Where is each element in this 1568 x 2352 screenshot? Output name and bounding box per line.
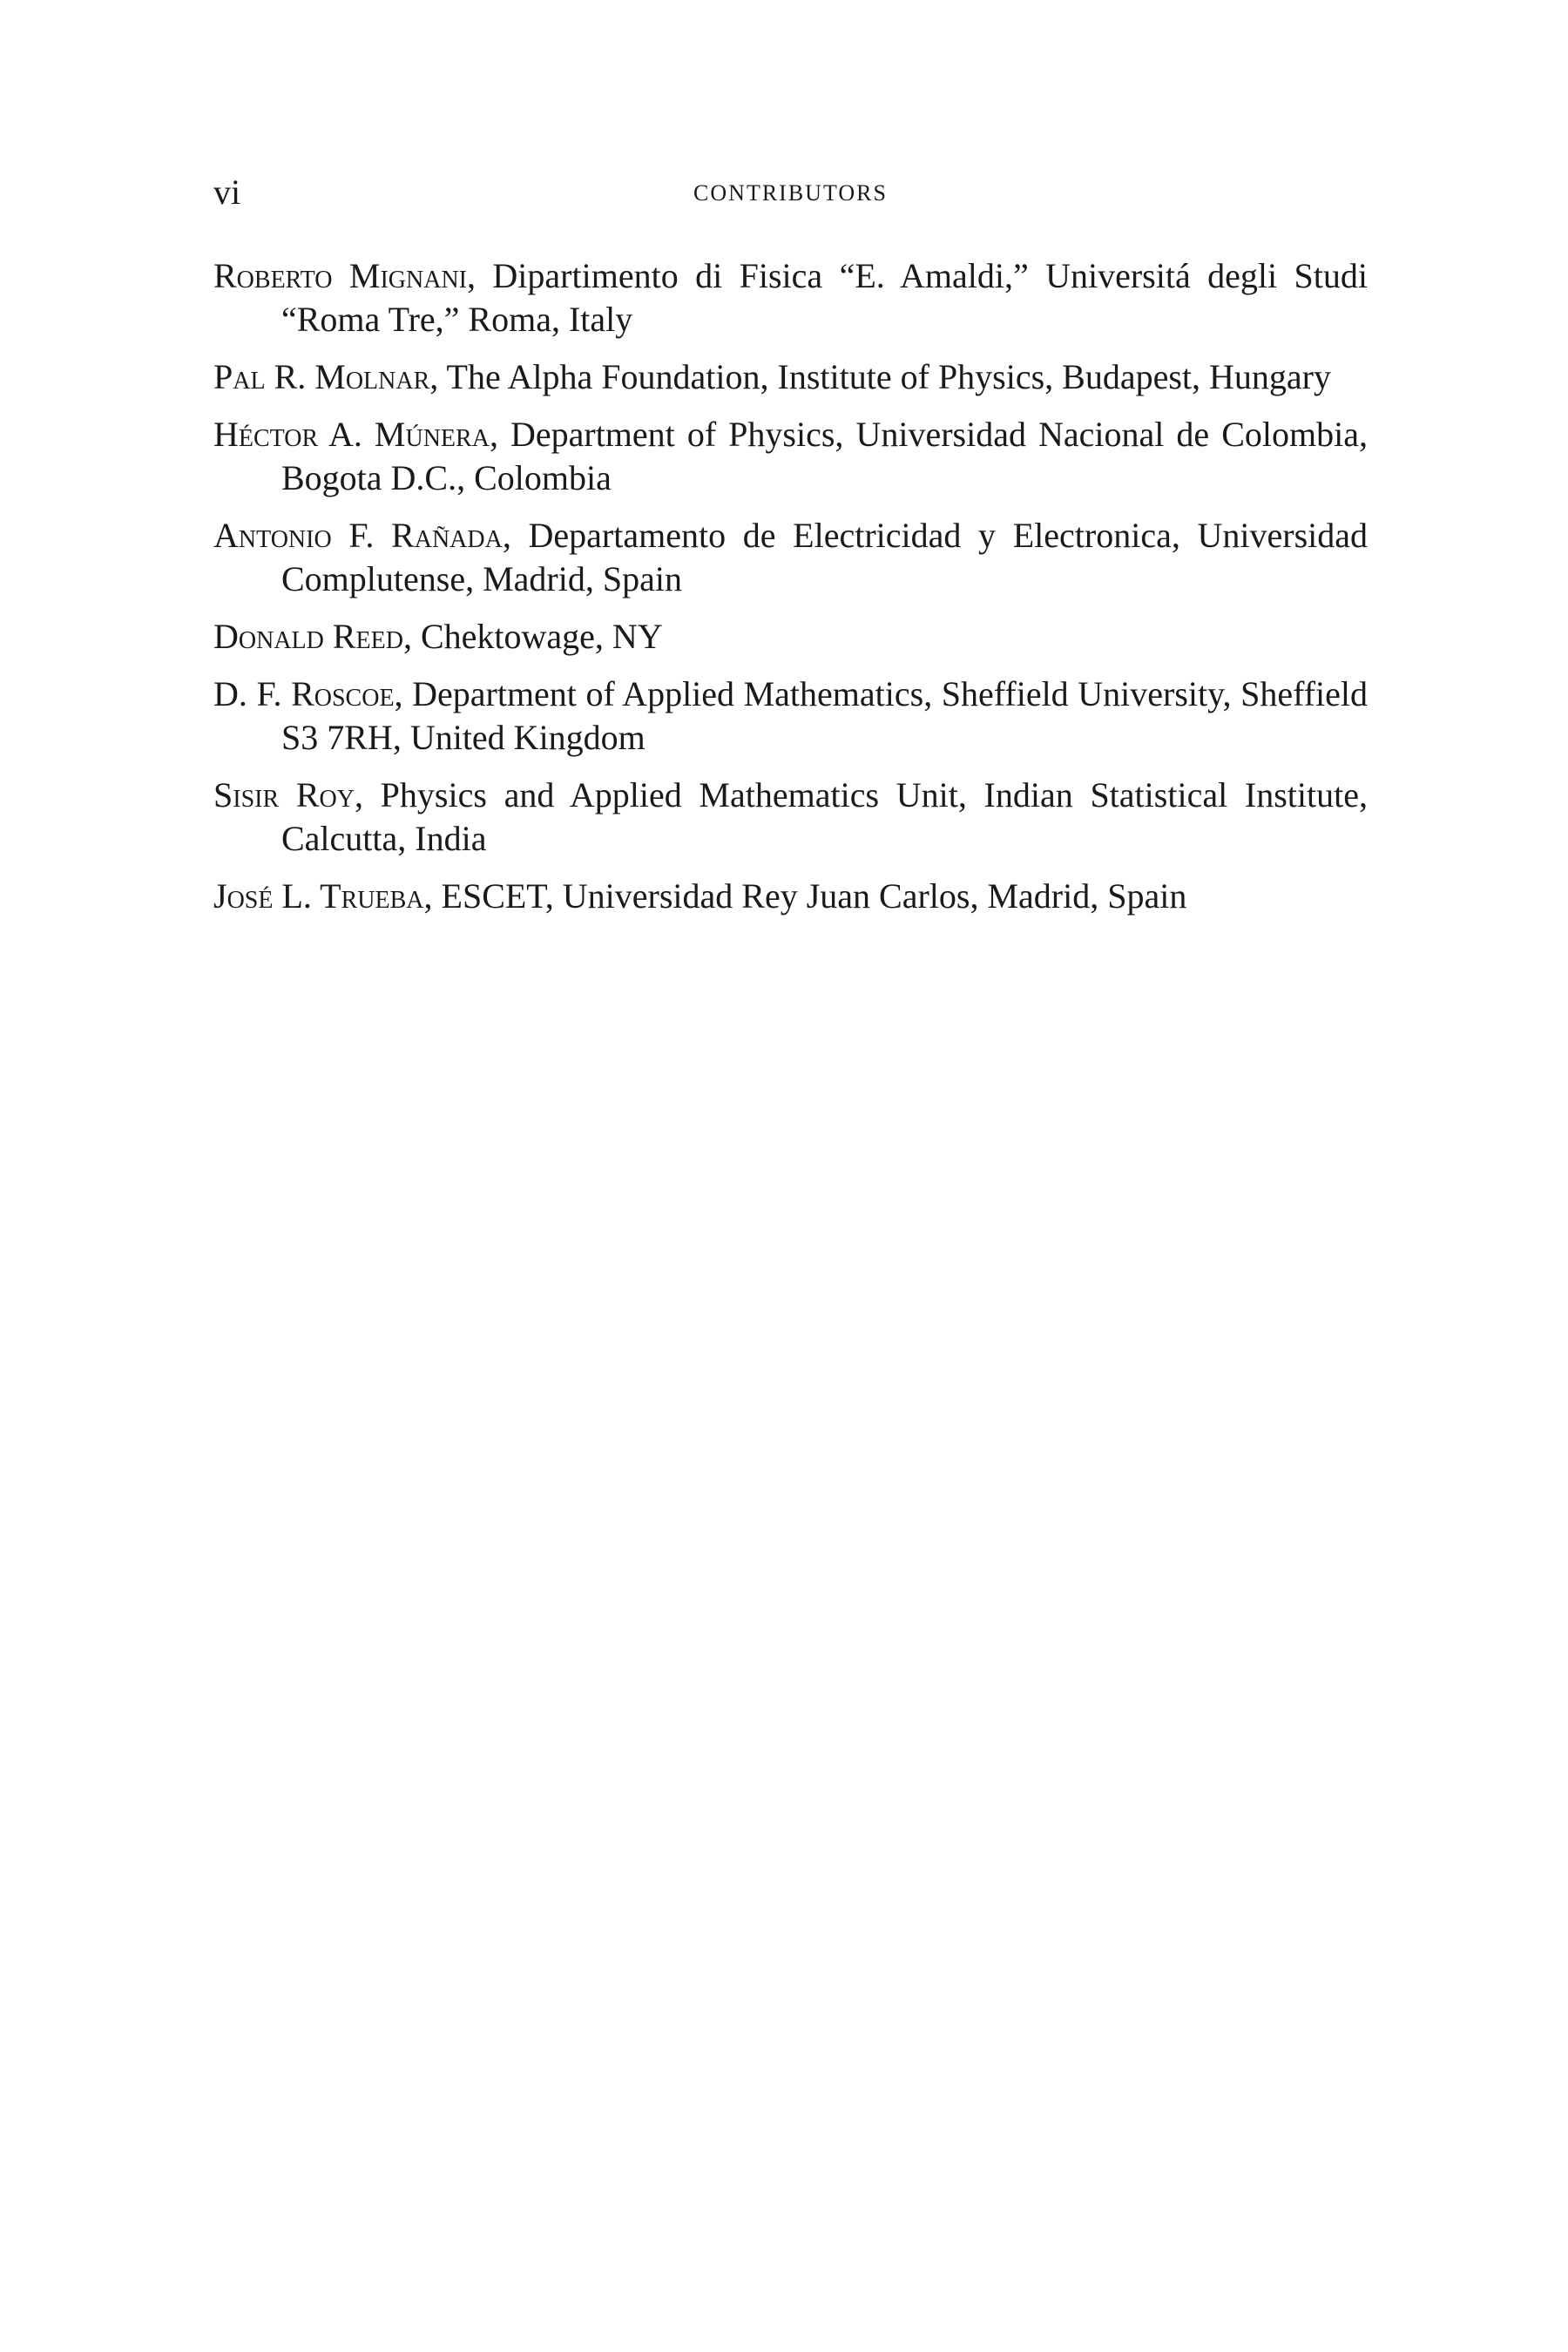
page-header: [213, 171, 1368, 214]
contributor-affiliation: , Department of Physics, Universidad Nacional de Colombia, Bogota D.C., Colombia: [281, 415, 1368, 497]
contributor-affiliation: , Dipartimento di Fisica “E. Amaldi,” Universitá degli Studi “Roma Tre,” Roma, Italy: [281, 256, 1368, 339]
contributor-entry: [213, 875, 1368, 918]
contributor-affiliation: , Chektowage, NY: [402, 617, 663, 656]
contributor-name: Donald Reed: [213, 617, 403, 656]
contributor-entry: [213, 254, 1368, 341]
contributor-name: Sisir Roy: [213, 775, 355, 814]
contributor-entry: [213, 413, 1368, 500]
contributor-entry: [213, 355, 1368, 399]
contributor-entry: [213, 615, 1368, 659]
contributor-name: José L. Trueba: [213, 876, 424, 916]
contributor-entry: [213, 774, 1368, 861]
contributor-affiliation: , Physics and Applied Mathematics Unit, Indian Statistical Institute, Calcutta, India: [281, 775, 1368, 858]
contributor-affiliation: , Department of Applied Mathematics, Sheffield University, Sheffield S3 7RH, United Kingdom: [281, 674, 1368, 757]
page-number: vi: [213, 172, 241, 212]
contributor-name: Roberto Mignani: [213, 256, 467, 295]
contributor-affiliation: , The Alpha Foundation, Institute of Physics, Budapest, Hungary: [429, 357, 1331, 396]
contributor-name: Antonio F. Rañada: [213, 516, 503, 555]
contributor-entry: [213, 514, 1368, 601]
contributor-affiliation: , ESCET, Universidad Rey Juan Carlos, Madrid, Spain: [423, 876, 1187, 916]
contributor-name: D. F. Roscoe: [213, 674, 395, 713]
contributor-affiliation: , Departamento de Electricidad y Electronica, Universidad Complutense, Madrid, Spain: [281, 516, 1368, 598]
contributor-list: [213, 254, 1368, 932]
contributor-name: Pal R. Molnar: [213, 357, 430, 396]
contributor-entry: [213, 672, 1368, 760]
running-head: CONTRIBUTORS: [693, 180, 888, 206]
contributor-name: Héctor A. Múnera: [213, 415, 490, 454]
